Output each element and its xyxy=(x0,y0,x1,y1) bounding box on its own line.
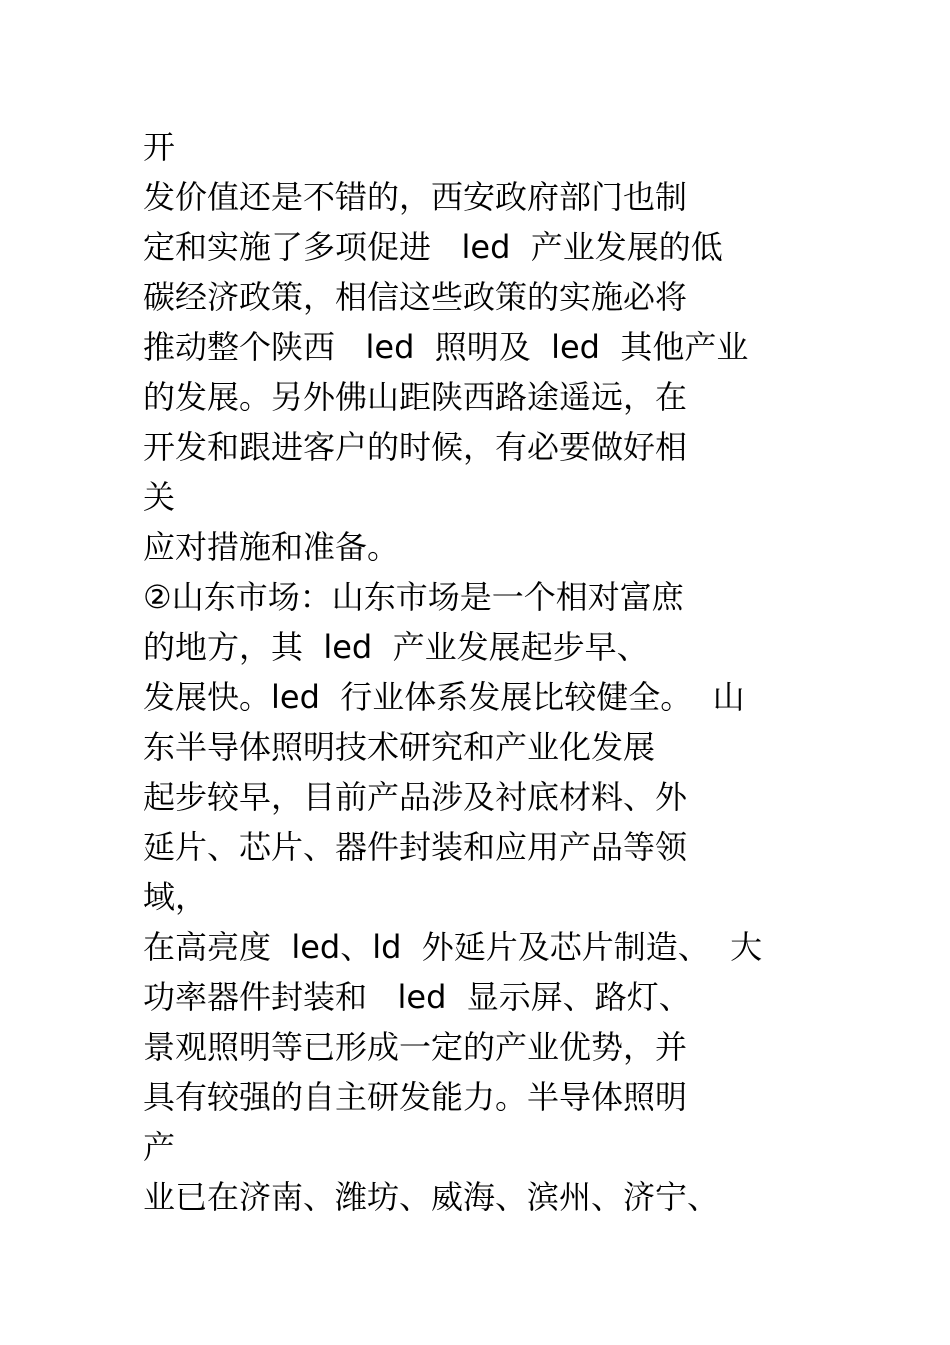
text-line: 碳经济政策，相信这些政策的实施必将 xyxy=(143,278,688,316)
text-line: 延片、芯片、器件封装和应用产品等领 xyxy=(143,828,688,866)
text-line: 业已在济南、潍坊、威海、滨州、济宁、 xyxy=(143,1178,720,1216)
text-line: ②山东市场：山东市场是一个相对富庶 xyxy=(143,578,684,616)
text-line: 东半导体照明技术研究和产业化发展 xyxy=(143,728,656,766)
text-line: 的发展。另外佛山距陕西路途遥远，在 xyxy=(143,378,688,416)
text-line: 发价值还是不错的，西安政府部门也制 xyxy=(143,178,688,216)
text-line: 开 xyxy=(143,128,176,166)
text-line: 产 xyxy=(143,1128,176,1166)
text-line: 关 xyxy=(143,478,176,516)
text-line: 景观照明等已形成一定的产业优势，并 xyxy=(143,1028,688,1066)
text-line: 在高亮度 led、ld 外延片及芯片制造、 大 xyxy=(143,928,763,966)
text-line: 发展快。led 行业体系发展比较健全。 山 xyxy=(143,678,745,716)
text-line: 起步较早，目前产品涉及衬底材料、外 xyxy=(143,778,688,816)
text-line: 的地方，其 led 产业发展起步早、 xyxy=(143,628,649,666)
text-line: 推动整个陕西 led 照明及 led 其他产业 xyxy=(143,328,749,366)
body-text xyxy=(143,122,843,1222)
text-line: 应对措施和准备。 xyxy=(143,528,400,566)
text-line: 开发和跟进客户的时候，有必要做好相 xyxy=(143,428,688,466)
text-line: 定和实施了多项促进 led 产业发展的低 xyxy=(143,228,723,266)
text-line: 功率器件封装和 led 显示屏、路灯、 xyxy=(143,978,691,1016)
text-line: 域， xyxy=(143,878,208,916)
text-line: 具有较强的自主研发能力。半导体照明 xyxy=(143,1078,688,1116)
